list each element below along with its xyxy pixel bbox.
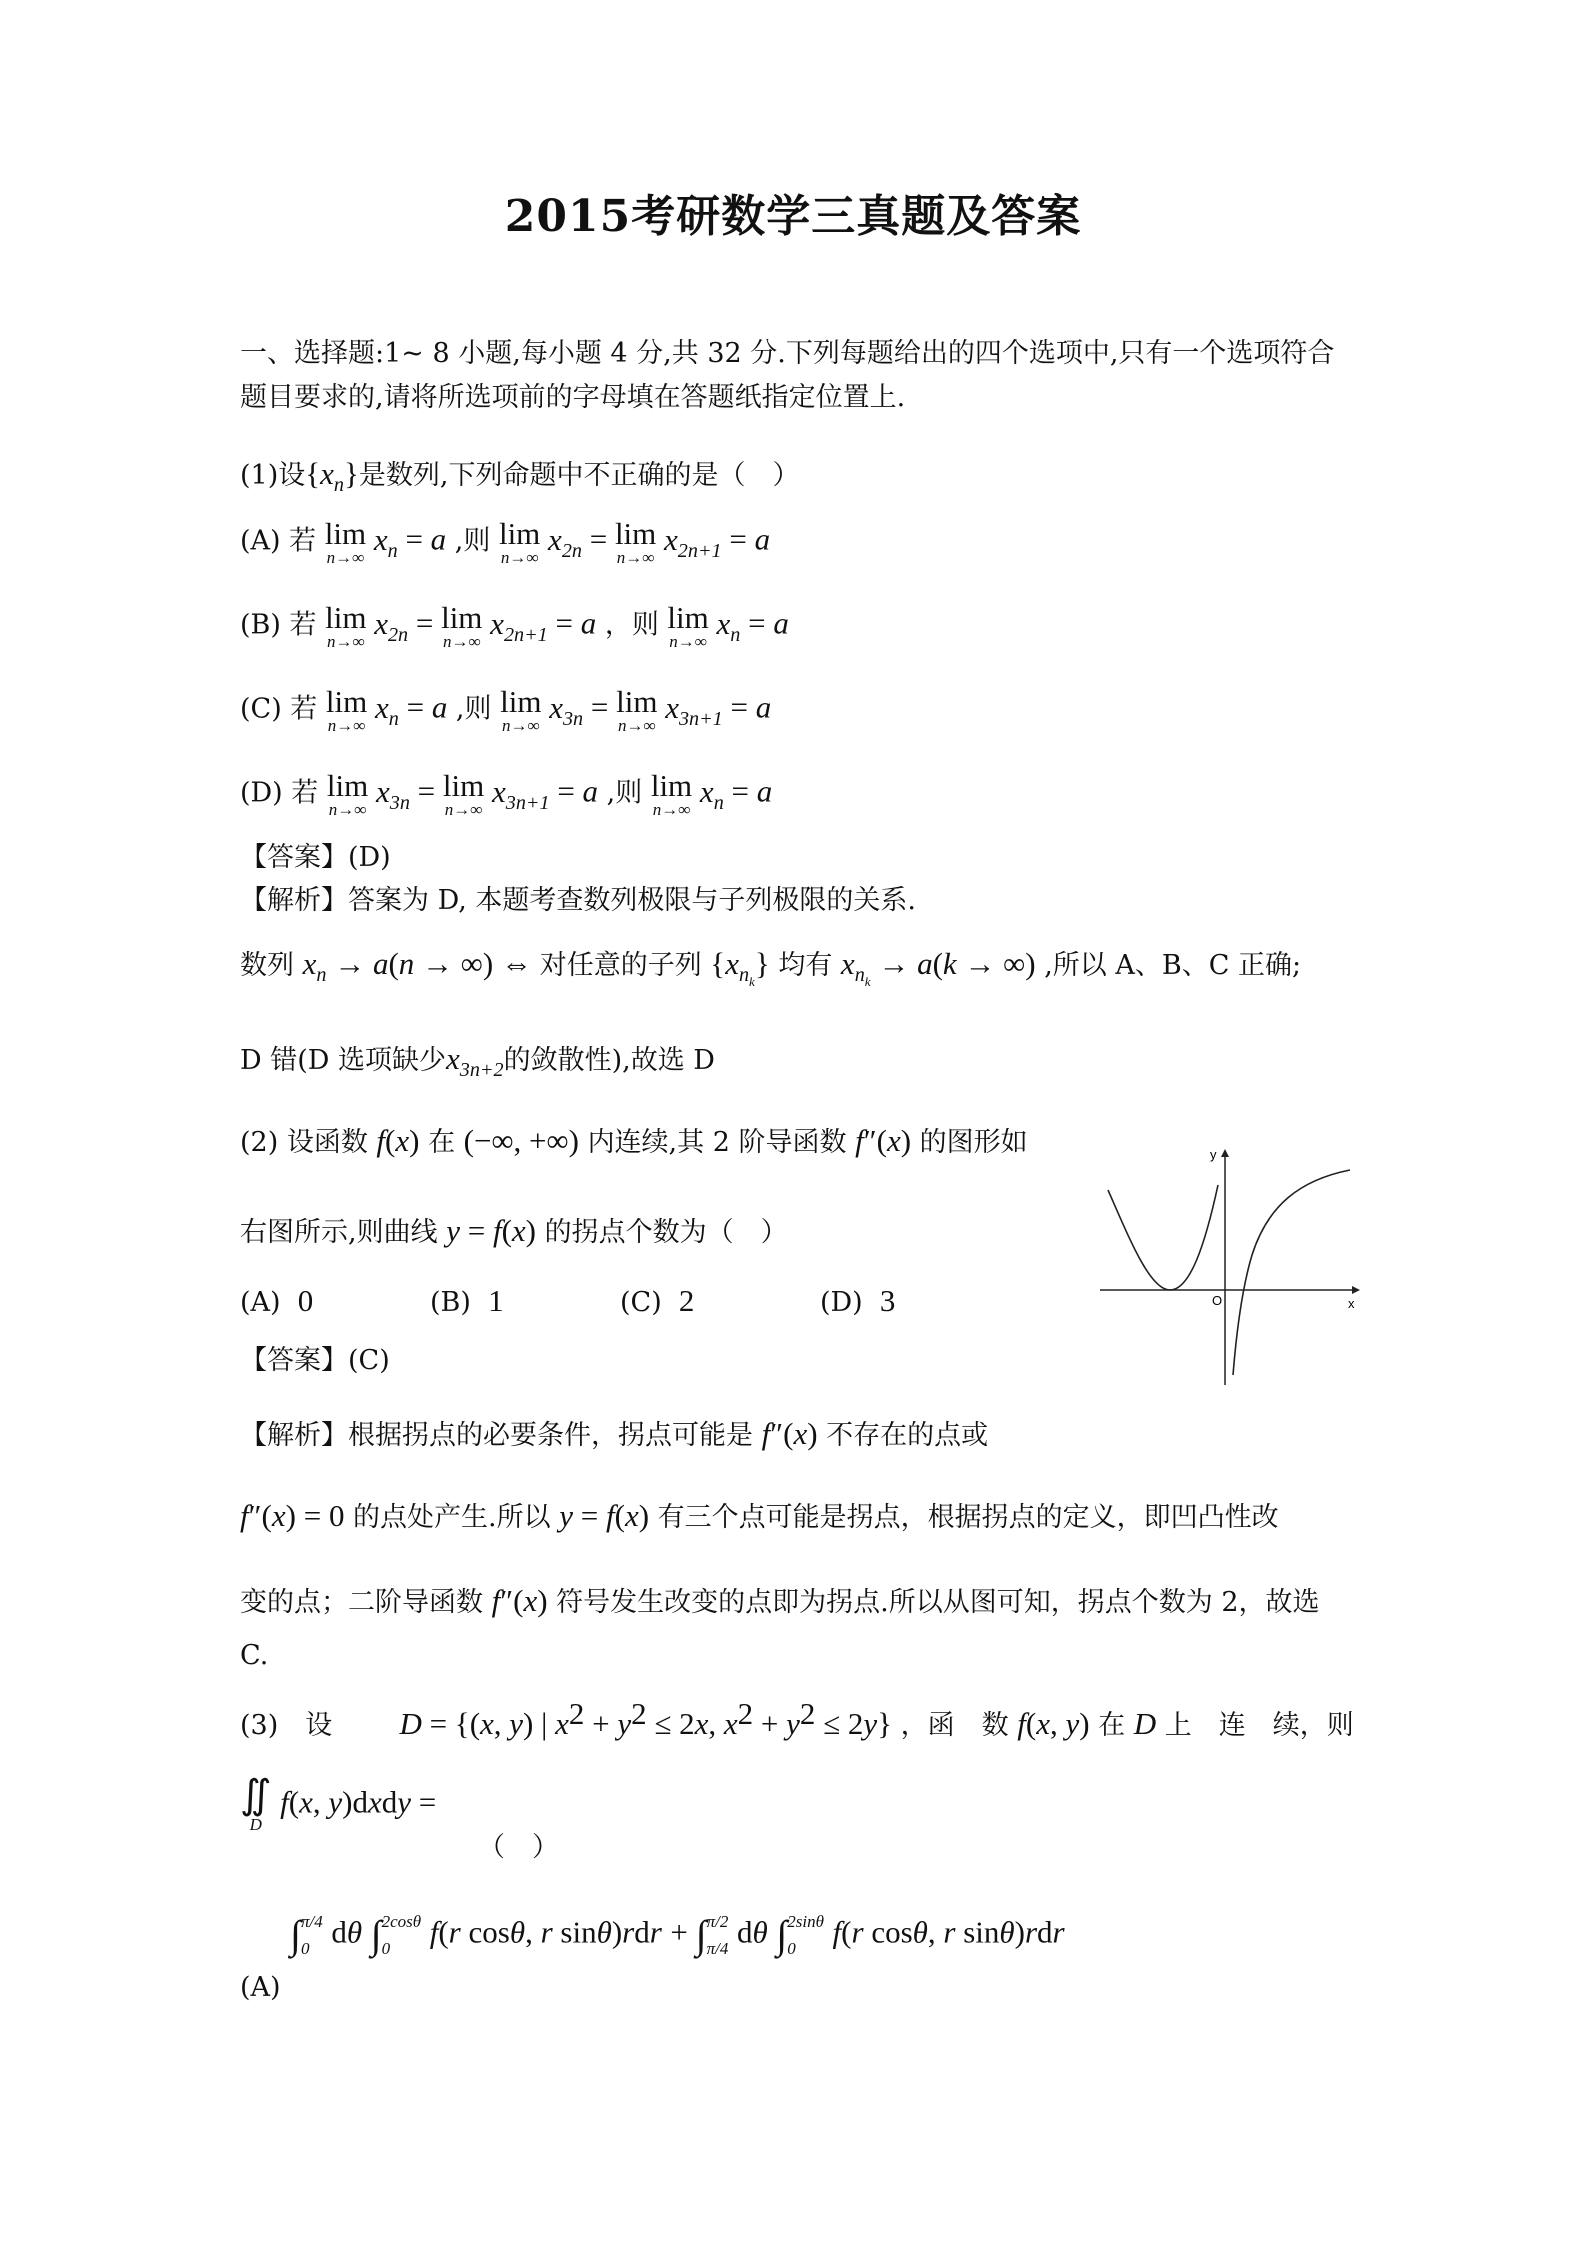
q1-answer: 【答案】(D) bbox=[240, 842, 391, 873]
q2-analysis-line-3: 变的点；二阶导函数 f″(x) 符号发生改变的点即为拐点.所以从图可知，拐点个数为 2，故选 bbox=[240, 1583, 1320, 1618]
q2-analysis-line-1: 【解析】根据拐点的必要条件，拐点可能是 f″(x) 不存在的点或 bbox=[240, 1416, 989, 1451]
section-instructions-line-1: 一、选择题:1~ 8 小题,每小题 4 分,共 32 分.下列每题给出的四个选项中,只有一个选项符合 bbox=[240, 338, 1335, 369]
q2-option-c: (C) 2 bbox=[620, 1283, 695, 1318]
q3-paren: （ ） bbox=[478, 1832, 559, 1863]
q2-answer: 【答案】(C) bbox=[240, 1345, 390, 1376]
q1-option-a: (A) 若 lim n→∞ $x_n = a$ ,则 lim n→∞ $x_{2n}$ = lim n→∞ $x_{2n+1} = a$ bbox=[240, 516, 771, 567]
q3-option-a-expression: ∫ π/4 0 dθ ∫ 2cosθ 0 f(r cosθ, r sinθ)rdr + ∫ π/2 π/4 dθ ∫ 2sinθ 0 f(r cosθ, r sinθ)rdr bbox=[290, 1912, 1065, 1959]
second-derivative-graph bbox=[1100, 1145, 1360, 1385]
q2-option-a: (A) 0 bbox=[240, 1283, 314, 1318]
q2-stem-line-1: (2) 设函数 f(x) 在 (−∞, +∞) 内连续,其 2 阶导函数 f″(x) 的图形如 bbox=[240, 1123, 1028, 1158]
y-axis-arrow bbox=[1221, 1149, 1229, 1157]
section-instructions-line-2: 题目要求的,请将所选项前的字母填在答题纸指定位置上. bbox=[240, 382, 906, 413]
q2-option-b: (B) 1 bbox=[430, 1283, 504, 1318]
q2-option-d: (D) 3 bbox=[820, 1283, 896, 1318]
q2-stem-line-2: 右图所示,则曲线 y = f(x) 的拐点个数为（ ） bbox=[240, 1213, 788, 1248]
curve-left-parabola bbox=[1108, 1185, 1218, 1290]
q1-analysis: 【解析】答案为 D, 本题考查数列极限与子列极限的关系. bbox=[240, 885, 917, 916]
q2-options bbox=[240, 1282, 1010, 1319]
q1-option-b: (B) 若 lim n→∞ $x_{2n}$ = lim n→∞ $x_{2n+1} = a$ ，则 lim n→∞ $x_n = a$ bbox=[240, 600, 789, 651]
origin-label: O bbox=[1212, 1293, 1223, 1308]
curve-right-branch bbox=[1233, 1170, 1350, 1375]
q1-stem: (1)设$\{x_n\}$是数列,下列命题中不正确的是（ ） bbox=[240, 456, 800, 497]
x-axis-label: x bbox=[1348, 1296, 1355, 1311]
q3-stem-line-1: (3) 设 D = {(x, y) | $x^2 + y^2 \le 2x$, $x^2 + y^2 \le 2y$} ，函 数 f(x, y) 在 D 上 连 续，则 bbox=[240, 1696, 1354, 1741]
q1-analysis-line-3: D 错(D 选项缺少$x_{3n+2}$的敛散性),故选 D bbox=[240, 1041, 715, 1082]
q3-integral: ∬ D f(x, y)dxdy = bbox=[240, 1772, 437, 1834]
page-title: 2015考研数学三真题及答案 bbox=[504, 191, 1082, 242]
q1-option-c: (C) 若 lim n→∞ $x_n = a$ ,则 lim n→∞ $x_{3n}$ = lim n→∞ $x_{3n+1} = a$ bbox=[240, 684, 772, 735]
q2-analysis-line-4: C. bbox=[240, 1640, 269, 1671]
q2-analysis-line-2: f″(x) = 0 的点处产生.所以 y = f(x) 有三个点可能是拐点，根据拐点的定义，即凹凸性改 bbox=[240, 1498, 1279, 1533]
q1-analysis-line-2: 数列 $x_n \to a(n$ → ∞) ⇔ 对任意的子列 $\{x_{n_k}\}$ 均有 $x_{n_k} \to a(k$ → ∞) ,所以 A、B、C 正确; bbox=[240, 946, 1302, 990]
y-axis-label: y bbox=[1210, 1147, 1217, 1162]
x-axis-arrow bbox=[1352, 1286, 1360, 1294]
q1-option-d: (D) 若 lim n→∞ $x_{3n}$ = lim n→∞ $x_{3n+1} = a$ ,则 lim n→∞ $x_n = a$ bbox=[240, 768, 773, 819]
q3-option-a-label: (A) bbox=[240, 1972, 281, 2003]
